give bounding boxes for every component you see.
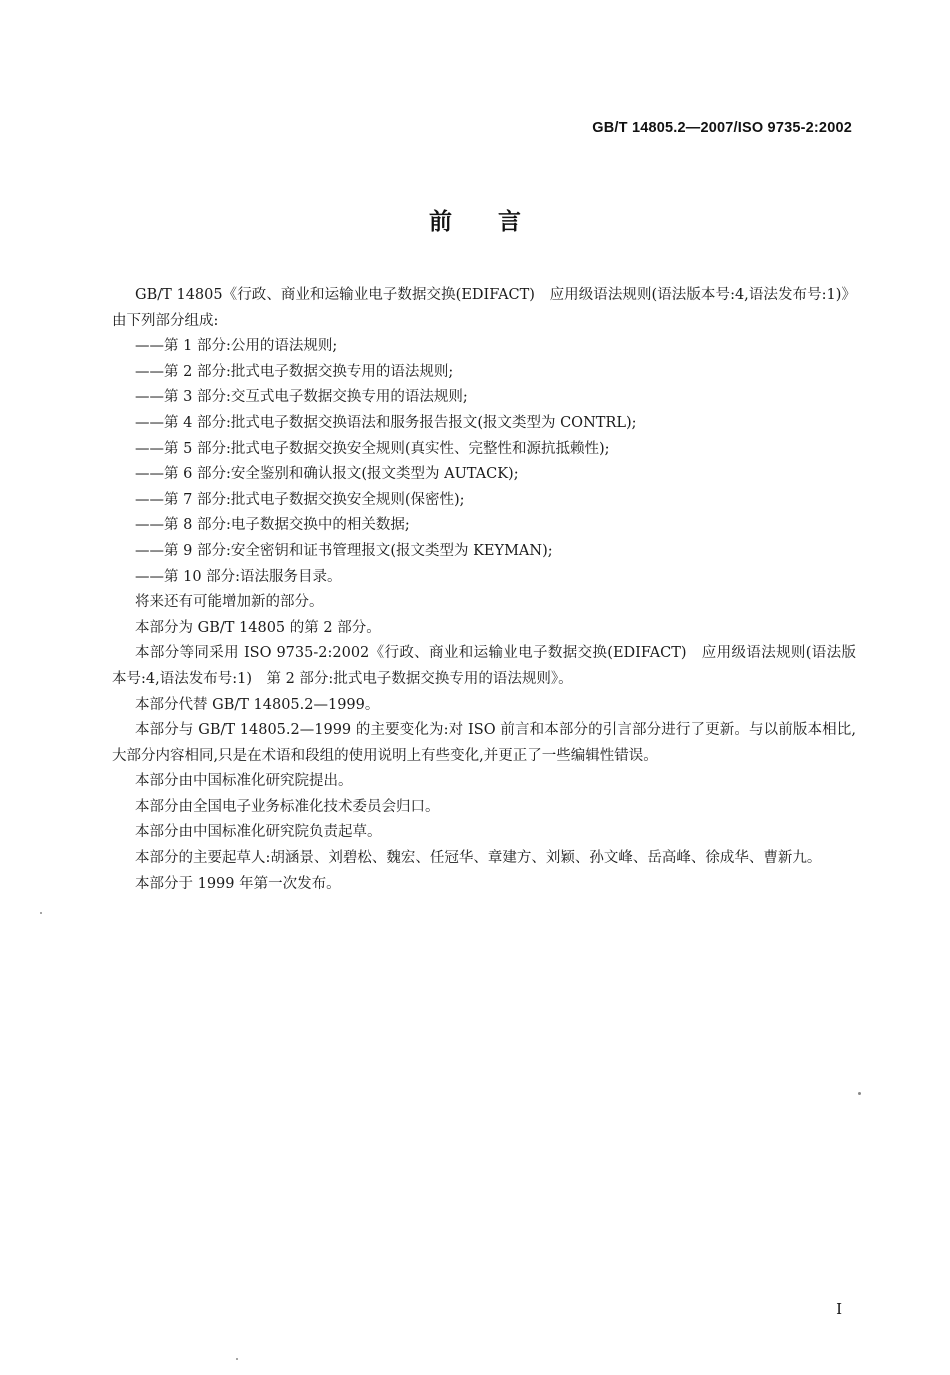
list-item: ——第 3 部分:交互式电子数据交换专用的语法规则; [135, 389, 468, 406]
paragraph: 本部分代替 GB/T 14805.2—1999。 [135, 696, 380, 713]
list-item: ——第 1 部分:公用的语法规则; [135, 338, 338, 355]
list-item: ——第 6 部分:安全鉴别和确认报文(报文类型为 AUTACK); [135, 466, 519, 483]
page-number: I [836, 1300, 842, 1318]
paragraph: 本部分等同采用 ISO 9735-2:2002《行政、商业和运输业电子数据交换(EDIFACT) 应用级语法规则(语法版本号:4,语法发布号:1) 第 2 部分:批式电子数据交换专用的语法规则》。 [112, 645, 856, 687]
paragraph: 将来还有可能增加新的部分。 [135, 594, 324, 611]
paragraph: 本部分与 GB/T 14805.2—1999 的主要变化为:对 ISO 前言和本部分的引言部分进行了更新。与以前版本相比,大部分内容相同,只是在术语和段组的使用说明上有些变化,并更正了一些编辑性错误。 [112, 722, 856, 764]
standard-code: GB/T 14805.2—2007/ISO 9735-2:2002 [592, 120, 852, 136]
intro-paragraph: GB/T 14805《行政、商业和运输业电子数据交换(EDIFACT) 应用级语法规则(语法版本号:4,语法发布号:1)》由下列部分组成: [112, 287, 856, 329]
list-item: ——第 7 部分:批式电子数据交换安全规则(保密性); [135, 491, 465, 508]
list-item: ——第 5 部分:批式电子数据交换安全规则(真实性、完整性和源抗抵赖性); [135, 440, 610, 457]
paragraph: 本部分由全国电子业务标准化技术委员会归口。 [135, 798, 440, 815]
paragraph: 本部分为 GB/T 14805 的第 2 部分。 [135, 619, 381, 636]
paragraph: 本部分由中国标准化研究院负责起草。 [135, 824, 382, 841]
foreword-body [112, 283, 856, 897]
list-item: ——第 4 部分:批式电子数据交换语法和服务报告报文(报文类型为 CONTRL); [135, 414, 637, 431]
list-item: ——第 9 部分:安全密钥和证书管理报文(报文类型为 KEYMAN); [135, 542, 553, 559]
list-item: ——第 10 部分:语法服务目录。 [135, 568, 342, 585]
list-item: ——第 8 部分:电子数据交换中的相关数据; [135, 517, 410, 534]
parts-list [112, 334, 856, 590]
list-item: ——第 2 部分:批式电子数据交换专用的语法规则; [135, 363, 454, 380]
scan-speck [40, 912, 42, 914]
scan-speck [236, 1358, 238, 1360]
scan-speck [858, 1092, 861, 1095]
paragraph: 本部分由中国标准化研究院提出。 [135, 773, 353, 790]
page-title: 前言 [429, 209, 567, 235]
paragraph: 本部分于 1999 年第一次发布。 [135, 875, 341, 892]
paragraph: 本部分的主要起草人:胡涵景、刘碧松、魏宏、任冠华、章建方、刘颖、孙文峰、岳高峰、徐成华、曹新九。 [135, 850, 822, 867]
